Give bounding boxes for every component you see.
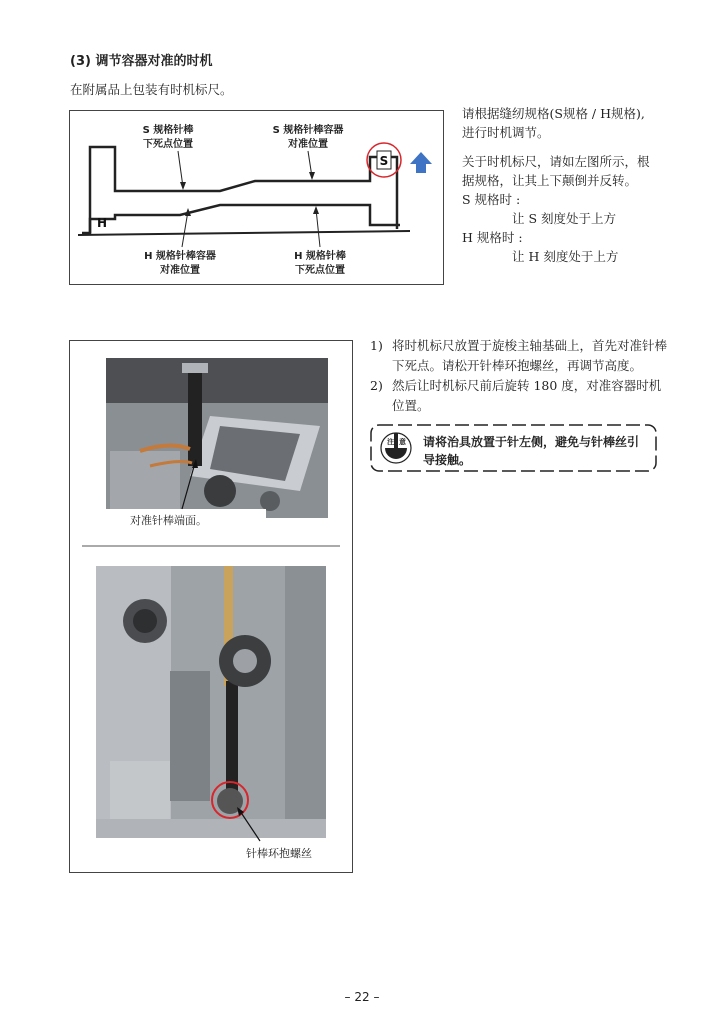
step-2 — [370, 376, 670, 416]
gauge-lower-edge — [90, 205, 400, 233]
h-mark: H — [96, 216, 108, 230]
step-2-number: 2) — [370, 378, 383, 393]
timing-gauge-drawing — [70, 111, 443, 284]
h-spec-text: 让 H 刻度处于上方 — [512, 249, 619, 264]
label-s-needle-bottom-1: S 规格针棒 — [142, 125, 194, 136]
label-h-needle-bottom-2: 下死点位置 — [295, 265, 345, 276]
pointer-s-needle — [178, 151, 183, 187]
caution-note — [370, 424, 657, 472]
procedure-steps — [370, 336, 670, 416]
gauge-upper-edge — [82, 147, 397, 233]
pointer-h-hook — [182, 211, 188, 247]
instr-line-1: 请根据缝纫规格(S规格 / H规格), — [462, 106, 645, 121]
s-spec-text: 让 S 刻度处于上方 — [512, 211, 617, 226]
section-title: (3) 调节容器对准的时机 — [70, 54, 213, 69]
label-s-hook-align-2: 对准位置 — [288, 139, 328, 150]
caution-hand-icon — [381, 433, 411, 463]
label-s-hook-align-1: S 规格针棒容器 — [272, 125, 344, 136]
intro-text: 在附属品上包装有时机标尺。 — [70, 82, 233, 97]
timing-gauge-diagram — [69, 110, 444, 285]
machine-photos — [70, 341, 352, 872]
instr-line-2: 进行时机调节。 — [462, 125, 550, 140]
caution-text: 请将治具放置于针左侧，避免与针棒丝引导接触。 — [423, 435, 640, 467]
page-number: – 22 – — [344, 990, 380, 1004]
instr-line-4: 据规格，让其上下颠倒并反转。 — [462, 173, 638, 188]
s-spec-label: S 规格时 : — [462, 192, 521, 207]
instr-line-3: 关于时机标尺，请如左图所示，根 — [462, 154, 650, 169]
pointer-h-needle — [316, 209, 320, 247]
label-h-hook-align-2: 对准位置 — [160, 265, 200, 276]
caption-needle-end: 对准针棒端面。 — [130, 514, 207, 527]
step-1-text: 将时机标尺放置于旋梭主轴基础上，首先对准针棒下死点。请松开针棒环抱螺丝，再调节高度。 — [392, 338, 668, 373]
spec-instructions — [462, 104, 672, 266]
needle-bar-clamp-photo — [96, 566, 326, 838]
caution-icon-left: 注 — [387, 438, 394, 446]
h-spec-label: H 规格时 : — [462, 230, 523, 245]
s-mark: S — [379, 154, 389, 168]
arrow-up-icon — [410, 152, 432, 173]
gauge-base-line — [78, 231, 410, 235]
step-2-text: 然后让时机标尺前后旋转 180 度，对准容器时机位置。 — [392, 378, 662, 413]
caution-icon-right: 意 — [399, 438, 406, 446]
caption-clamp-screw: 针棒环抱螺丝 — [246, 847, 312, 860]
label-h-hook-align-1: H 规格针棒容器 — [144, 251, 216, 262]
label-s-needle-bottom-2: 下死点位置 — [143, 139, 193, 150]
step-1-number: 1) — [370, 338, 383, 353]
step-1 — [370, 336, 670, 376]
photo-panel — [69, 340, 353, 873]
label-h-needle-bottom-1: H 规格针棒 — [294, 251, 346, 262]
needle-bar-photo — [106, 358, 328, 529]
